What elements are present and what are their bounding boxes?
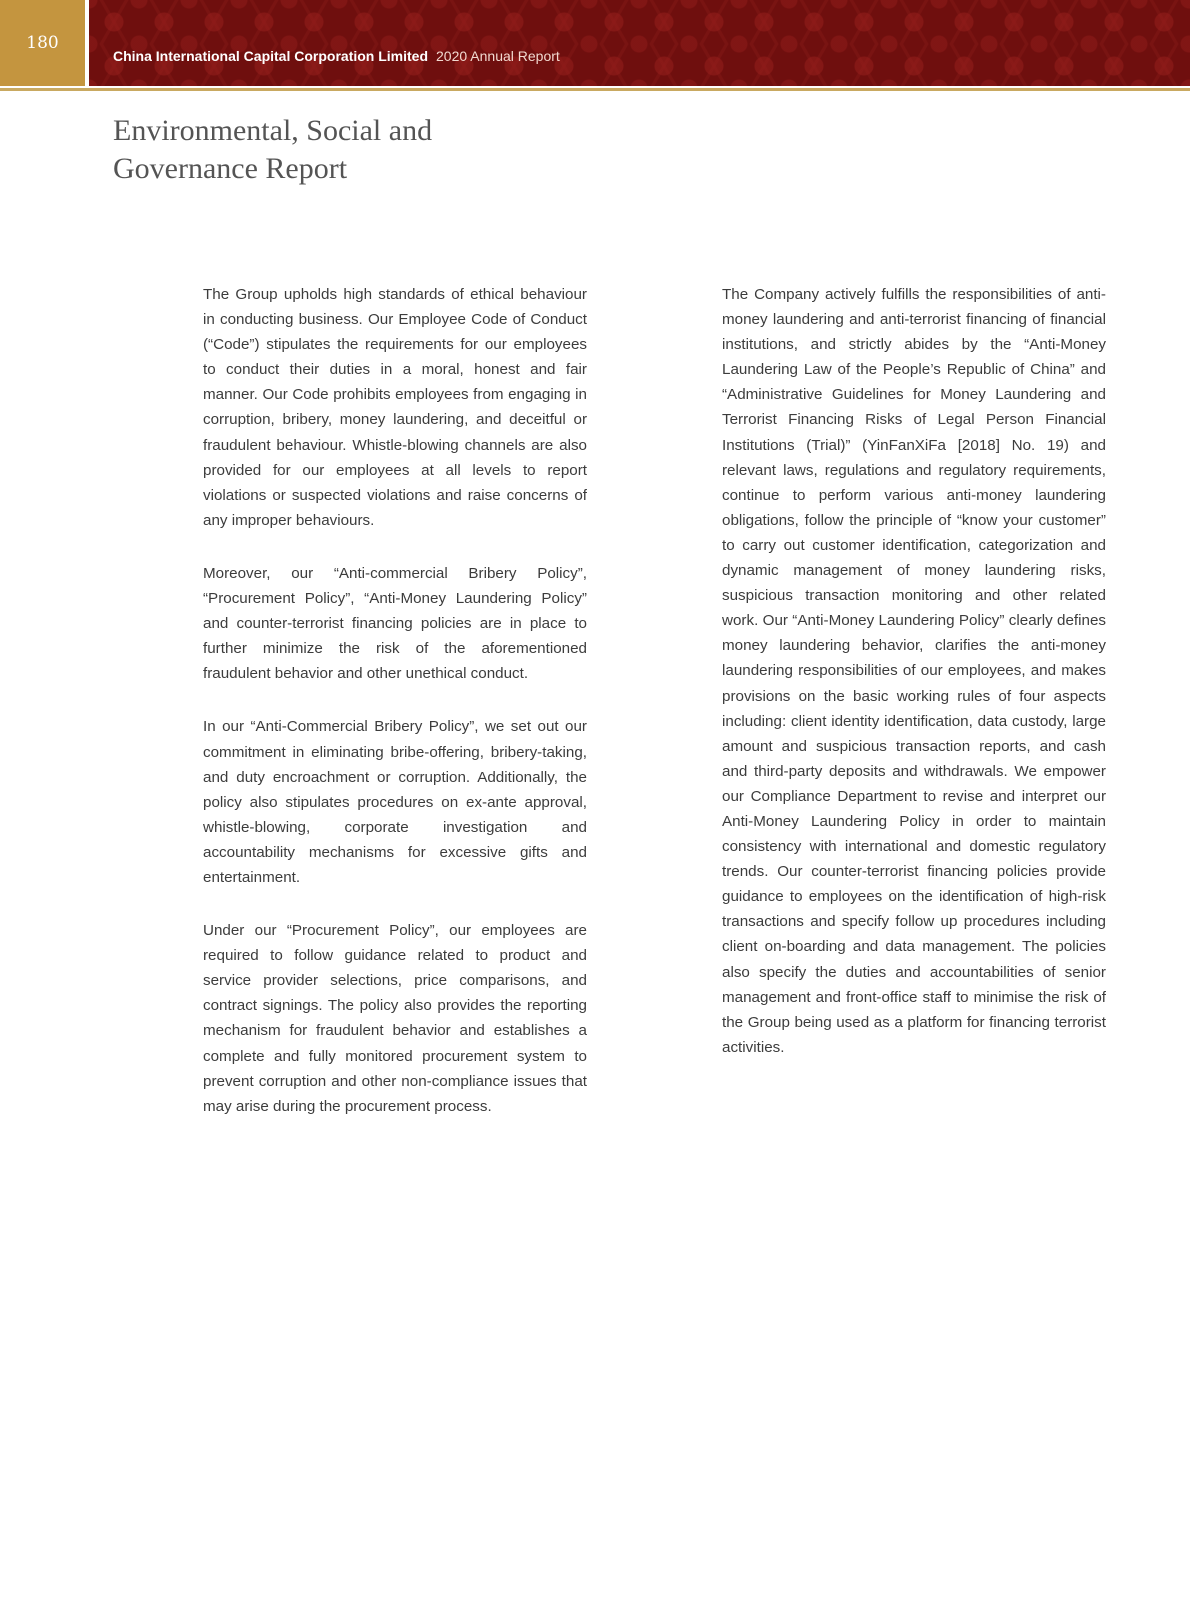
company-name: China International Capital Corporation Limited: [113, 48, 429, 64]
page-header: [0, 0, 1190, 86]
paragraph: Moreover, our “Anti-commercial Bribery Policy”, “Procurement Policy”, “Anti-Money Laundering Policy” and counter-terrorist financing policies are in place to further minimize the risk of the aforementioned fraudulent behavior and other unethical conduct.: [203, 564, 587, 683]
paragraph: The Group upholds high standards of ethical behaviour in conducting business. Our Employee Code of Conduct (“Code”) stipulates the requirements for our employees to conduct their duties in a moral, honest and fair manner. Our Code prohibits employees from engaging in corruption, bribery, money laundering, and deceitful or fraudulent behaviour. Whistle-blowing channels are also provided for our employees at all levels to report violations or suspected violations and raise concerns of any improper behaviours.: [203, 286, 587, 529]
paragraph: Under our “Procurement Policy”, our employees are required to follow guidance related to product and service provider selections, price comparisons, and contract signings. The policy also provides the reporting mechanism for fraudulent behavior and establishes a complete and fully monitored procurement system to prevent corruption and other non-compliance issues that may arise during the procurement process.: [203, 922, 587, 1115]
header-pattern-bar: [89, 0, 1190, 86]
header-text: [113, 48, 560, 66]
header-gold-rule: [0, 88, 1190, 91]
paragraph: In our “Anti-Commercial Bribery Policy”, we set out our commitment in eliminating bribe-offering, bribery-taking, and duty encroachment or corruption. Additionally, the policy also stipulates procedures on ex-ante approval, whistle-blowing, corporate investigation and accountability mechanisms for excessive gifts and entertainment.: [203, 718, 587, 886]
section-title: Environmental, Social and Governance Report: [113, 114, 433, 185]
right-column: [722, 282, 1106, 1088]
report-name: 2020 Annual Report: [436, 48, 560, 64]
left-column: [203, 282, 587, 1147]
page-number: 180: [0, 0, 85, 86]
paragraph: The Company actively fulfills the responsibilities of anti-money laundering and anti-terrorist financing of financial institutions, and strictly abides by the “Anti-Money Laundering Law of the People’s Republic of China” and “Administrative Guidelines for Money Laundering and Terrorist Financing Risks of Legal Person Financial Institutions (Trial)” (YinFanXiFa [2018] No. 19) and relevant laws, regulations and regulatory requirements, continue to perform various anti-money laundering obligations, follow the principle of “know your customer” to carry out customer identification, categorization and dynamic management of money laundering risks, suspicious transaction monitoring and other related work. Our “Anti-Money Laundering Policy” clearly defines money laundering behavior, clarifies the anti-money laundering responsibilities of our employees, and makes provisions on the basic working rules of four aspects including: client identity identification, data custody, large amount and suspicious transaction reports, and cash and third-party deposits and withdrawals. We empower our Compliance Department to revise and interpret our Anti-Money Laundering Policy in order to maintain consistency with international and domestic regulatory trends. Our counter-terrorist financing policies provide guidance to employees on the identification of high-risk transactions and specify follow up procedures including client on-boarding and data management. The policies also specify the duties and accountabilities of senior management and front-office staff to minimise the risk of the Group being used as a platform for financing terrorist activities.: [722, 286, 1106, 1056]
